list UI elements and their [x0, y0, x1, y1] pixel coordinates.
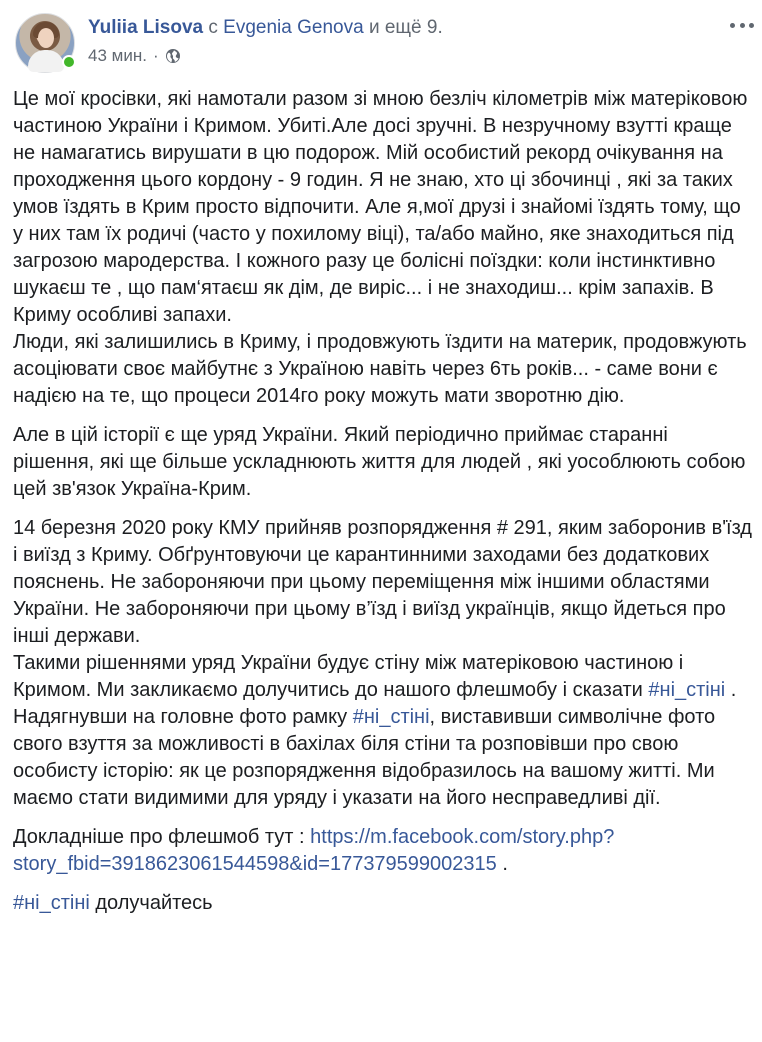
paragraph-4-text-b: . Надягнувши на головне фото рамку — [13, 679, 737, 728]
post-header — [0, 0, 762, 78]
post-title-line — [88, 16, 443, 40]
post-timestamp-link[interactable]: 43 мин. — [88, 46, 147, 65]
author-name-link[interactable]: Yuliia Lisova — [88, 17, 204, 38]
online-status-dot — [62, 55, 76, 69]
globe-icon[interactable] — [165, 48, 181, 64]
post-paragraph-1: Це мої кросівки, які намотали разом зі мною безліч кілометрів між матеріковою частиною України і Кримом. Убиті.Але досі зручні. В незручному взутті краще не намагатись вирушати в цю подорож. Мій особистий рекорд очікування на проходження цього кордону - 9 годин. Я не знаю, хто ці збочинці , які за таких умов їздять в Крим просто відпочити. Але я,мої друзі і знайомі їздять тому, що у них там їх родичі (часто у похилому віці), та/або майно, яке знаходиться під загрозою мародерства. І кожного разу це болісні поїздки: коли інстинктивно шукаєш те , що пам‘ятаєш як дім, де виріс... і не знаходиш... крім запахів. В Криму особливі запахи. — [13, 88, 748, 326]
post-paragraph-3: 14 березня 2020 року КМУ прийняв розпорядження # 291, яким заборонив в'їзд і виїзд з Криму. Обґрунтовуючи це карантинними заходами без додаткових пояснень. Не забороняючи при цьому переміщення між іншими областями України. Не забороняючи при цьому в’їзд і виїзд українців, якщо йдеться про інші держави. — [13, 517, 752, 647]
more-horizontal-icon[interactable] — [730, 18, 754, 32]
more-dot — [749, 23, 754, 28]
avatar-shirt — [28, 50, 64, 72]
hashtag-link[interactable]: #ні_стіні — [352, 706, 430, 728]
meta-separator: · — [152, 46, 159, 65]
post-meta — [88, 45, 181, 67]
post-paragraph-5 — [13, 824, 753, 878]
paragraph-4-text-c: , виставивши символічне фото свого взуття за можливості в бахілах біля стіни та розповівши про свою особисту історію: як це розпорядження відобразилось на вашому житті. Ми маємо стати видимими для уряду і указати на його несправедливі дії. — [13, 706, 716, 809]
story-url-link[interactable]: https://m.facebook.com/story.php?story_fbid=3918623061544598&id=177379599002315 — [13, 826, 615, 875]
avatar-face — [38, 28, 54, 48]
more-dot — [730, 23, 735, 28]
post-paragraph-2: Але в цій історії є ще уряд України. Який періодично приймає старанні рішення, які ще більше ускладнюють життя для людей , які уособлюють собою цей зв'язок Україна-Крим. — [13, 424, 746, 500]
paragraph-5-after: . — [496, 853, 508, 875]
post-paragraph-4 — [13, 650, 753, 812]
post-paragraph-6 — [13, 890, 753, 917]
post-paragraph-1b: Люди, які залишились в Криму, і продовжують їздити на материк, продовжують асоціювати своє майбутнє з Україною навіть через 6ть років... - саме вони є надією на те, що процеси 2014го року можуть мати зворотню дію. — [13, 331, 747, 407]
hashtag-link[interactable]: #ні_стіні — [13, 892, 90, 914]
with-word: с — [208, 17, 218, 38]
paragraph-4-text-a: Такими рішеннями уряд України будує стіну між матеріковою частиною і Кримом. Ми закликаємо долучитись до нашого флешмобу і сказати — [13, 652, 684, 701]
paragraph-5-text: Докладніше про флешмоб тут : — [13, 826, 311, 848]
tagged-person-link[interactable]: Evgenia Genova — [223, 17, 364, 38]
more-dot — [740, 23, 745, 28]
post-body — [13, 86, 753, 917]
and-others-link[interactable]: и ещё 9. — [368, 17, 443, 38]
paragraph-6-text: долучайтесь — [89, 892, 213, 914]
hashtag-link[interactable]: #ні_стіні — [648, 679, 726, 701]
